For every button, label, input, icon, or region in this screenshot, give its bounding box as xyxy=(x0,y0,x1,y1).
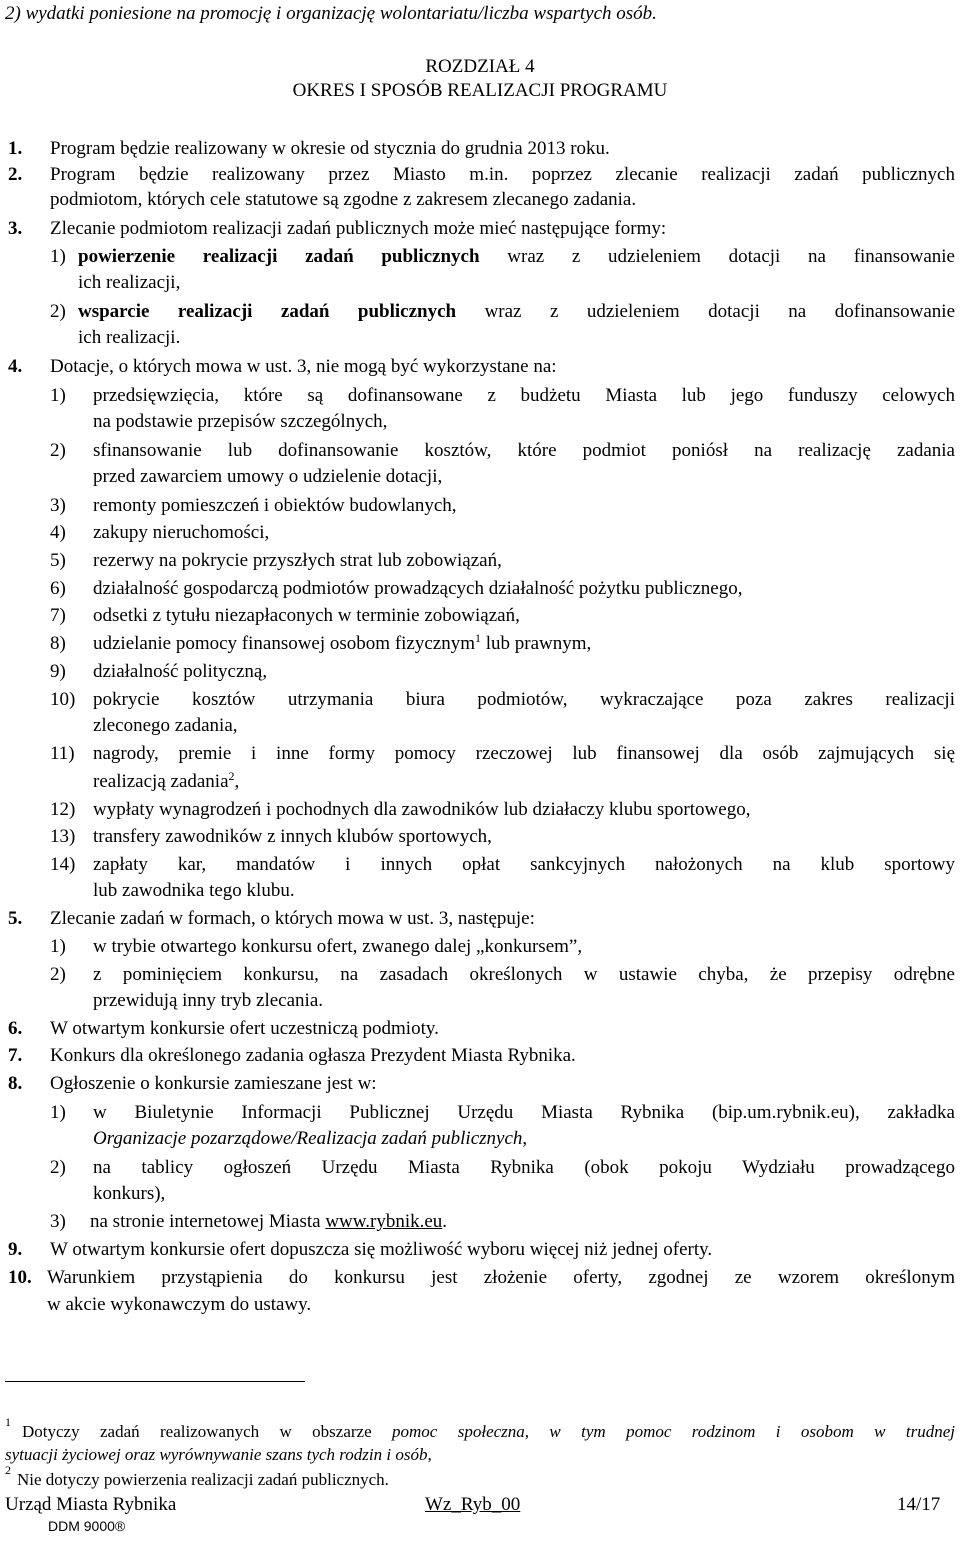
para-4-item-number: 1) xyxy=(50,385,66,406)
para-4-item-line: działalność polityczną, xyxy=(93,661,268,682)
para-10-number: 10. xyxy=(8,1267,32,1288)
footnote-2-number: 2 xyxy=(5,1463,11,1477)
para-4-item-number: 6) xyxy=(50,578,66,599)
para-3-item-2-line-2: ich realizacji. xyxy=(78,327,181,348)
para-3-item-2-line-1: wsparcie realizacji zadań publicznych wraz z udzieleniem dotacji na dofinansowanie xyxy=(78,301,956,322)
para-4-item-line: transfery zawodników z innych klubów sportowych, xyxy=(93,826,492,847)
para-3-item-1-line-1: powierzenie realizacji zadań publicznych wraz z udzieleniem dotacji na finansowanie xyxy=(78,246,955,267)
footer-form-code: Wz_Ryb_00 xyxy=(425,1494,521,1515)
para-2-line-1: Program będzie realizowany przez Miasto m.in. poprzez zlecanie realizacji zadań publicznych xyxy=(50,164,955,185)
para-4-item-line: zleconego zadania, xyxy=(93,715,238,736)
para-10-line-2: w akcie wykonawczym do ustawy. xyxy=(47,1294,312,1315)
para-9-text: W otwartym konkursie ofert dopuszcza się możliwość wyboru więcej niż jednej oferty. xyxy=(50,1239,713,1260)
para-4-item-line: przedsięwzięcia, które są dofinansowane z budżetu Miasta lub jego funduszy celowych xyxy=(93,385,955,406)
para-6-number: 6. xyxy=(8,1018,23,1039)
para-8-item-1-line-1: w Biuletynie Informacji Publicznej Urzędu Miasta Rybnika (bip.um.rybnik.eu), zakładka xyxy=(93,1102,955,1123)
para-4-item-number: 2) xyxy=(50,440,66,461)
para-5-item-1-line: w trybie otwartego konkursu ofert, zwanego dalej „konkursem”, xyxy=(93,936,583,957)
para-5-item-2-line-1: z pominięciem konkursu, na zasadach określonych w ustawie chyba, że przepisy odrębne xyxy=(93,964,955,985)
footnote-1-number: 1 xyxy=(5,1415,11,1429)
para-4-item-line: realizacją zadania$^2$, xyxy=(93,769,240,792)
para-4-item-line: przed zawarciem umowy o udzielenie dotacji, xyxy=(93,466,443,487)
para-7-text: Konkurs dla określonego zadania ogłasza Prezydent Miasta Rybnika. xyxy=(50,1045,576,1066)
para-4-item-line: udzielanie pomocy finansowej osobom fizycznym$^1$ lub prawnym, xyxy=(93,631,592,654)
para-3-number: 3. xyxy=(8,218,23,239)
para-4-item-number: 5) xyxy=(50,550,66,571)
footnote-2-text: Nie dotyczy powierzenia realizacji zadań publicznych. xyxy=(17,1470,389,1489)
para-4-item-line: odsetki z tytułu niezapłaconych w terminie zobowiązań, xyxy=(93,605,520,626)
para-4-item-number: 7) xyxy=(50,605,66,626)
chapter-title: ROZDZIAŁ 4 xyxy=(425,56,535,77)
para-8-item-3-line: na stronie internetowej Miasta www.rybnik.eu. xyxy=(90,1211,448,1232)
para-4-text: Dotacje, o których mowa w ust. 3, nie mogą być wykorzystane na: xyxy=(50,356,557,377)
para-8-item-3-number: 3) xyxy=(50,1211,66,1232)
para-8-item-2-line-2: konkurs), xyxy=(93,1183,166,1204)
chapter-subtitle: OKRES I SPOSÓB REALIZACJI PROGRAMU xyxy=(292,80,668,101)
para-4-item-number: 11) xyxy=(50,743,75,764)
footnote-ref-2: 2 xyxy=(228,769,235,783)
rybnik-link[interactable]: www.rybnik.eu xyxy=(325,1211,443,1232)
para-4-item-number: 8) xyxy=(50,633,66,654)
para-3-item-1-number: 1) xyxy=(50,246,66,267)
para-4-item-line: zakupy nieruchomości, xyxy=(93,522,270,543)
para-10-line-1: Warunkiem przystąpienia do konkursu jest złożenie oferty, zgodnej ze wzorem określonym xyxy=(47,1267,955,1288)
para-8-text: Ogłoszenie o konkursie zamieszane jest w: xyxy=(50,1073,377,1094)
footer-page-number: 14/17 xyxy=(897,1494,941,1515)
para-4-item-line: wypłaty wynagrodzeń i pochodnych dla zawodników lub działaczy klubu sportowego, xyxy=(93,799,751,820)
para-8-item-1-line-2: Organizacje pozarządowe/Realizacja zadań publicznych, xyxy=(93,1128,528,1149)
para-4-number: 4. xyxy=(8,356,23,377)
para-4-item-line: sfinansowanie lub dofinansowanie kosztów, które podmiot poniósł na realizację zadania xyxy=(93,440,955,461)
para-4-item-number: 3) xyxy=(50,495,66,516)
para-5-item-2-line-2: przewidują inny tryb zlecania. xyxy=(93,990,324,1011)
para-1-text: Program będzie realizowany w okresie od stycznia do grudnia 2013 roku. xyxy=(50,138,610,159)
para-2-line-2: podmiotom, których cele statutowe są zgodne z zakresem zlecanego zadania. xyxy=(50,189,637,210)
para-4-item-number: 14) xyxy=(50,854,76,875)
para-4-item-line: działalność gospodarczą podmiotów prowadzących działalność pożytku publicznego, xyxy=(93,578,743,599)
footnote-1-line-2: sytuacji życiowej oraz wyrównywanie szans tych rodzin i osób, xyxy=(5,1445,432,1464)
para-4-item-line: remonty pomieszczeń i obiektów budowlanych, xyxy=(93,495,457,516)
para-5-item-1-number: 1) xyxy=(50,936,66,957)
para-4-item-line: zapłaty kar, mandatów i innych opłat sankcyjnych nałożonych na klub sportowy xyxy=(93,854,955,875)
para-8-item-2-line-1: na tablicy ogłoszeń Urzędu Miasta Rybnika (obok pokoju Wydziału prowadzącego xyxy=(93,1157,955,1178)
para-4-item-line: rezerwy na pokrycie przyszłych strat lub zobowiązań, xyxy=(93,550,502,571)
para-7-number: 7. xyxy=(8,1045,23,1066)
para-4-item-line: na podstawie przepisów szczególnych, xyxy=(93,411,388,432)
para-4-item-line: pokrycie kosztów utrzymania biura podmiotów, wykraczające poza zakres realizacji xyxy=(93,689,955,710)
footnote-ref-1: 1 xyxy=(475,631,482,645)
para-5-number: 5. xyxy=(8,908,23,929)
footnote-separator xyxy=(5,1381,305,1382)
para-9-number: 9. xyxy=(8,1239,23,1260)
para-2-number: 2. xyxy=(8,164,23,185)
footer-ddm: DDM 9000® xyxy=(48,1518,126,1534)
para-4-item-line: lub zawodnika tego klubu. xyxy=(93,880,295,901)
para-8-number: 8. xyxy=(8,1073,23,1094)
para-4-item-number: 12) xyxy=(50,799,76,820)
footer-office: Urząd Miasta Rybnika xyxy=(5,1494,177,1515)
para-3-item-1-line-2: ich realizacji, xyxy=(78,272,181,293)
para-4-item-number: 4) xyxy=(50,522,66,543)
intro-line: 2) wydatki poniesione na promocję i organizację wolontariatu/liczba wspartych osób. xyxy=(5,3,657,24)
para-4-item-number: 9) xyxy=(50,661,66,682)
para-1-number: 1. xyxy=(8,138,23,159)
para-4-item-number: 10) xyxy=(50,689,76,710)
para-6-text: W otwartym konkursie ofert uczestniczą podmioty. xyxy=(50,1018,439,1039)
para-4-item-line: nagrody, premie i inne formy pomocy rzeczowej lub finansowej dla osób zajmujących się xyxy=(93,743,955,764)
para-3-item-2-number: 2) xyxy=(50,301,66,322)
para-8-item-2-number: 2) xyxy=(50,1157,66,1178)
para-4-item-number: 13) xyxy=(50,826,76,847)
para-3-text: Zlecanie podmiotom realizacji zadań publicznych może mieć następujące formy: xyxy=(50,218,667,239)
para-5-text: Zlecanie zadań w formach, o których mowa w ust. 3, następuje: xyxy=(50,908,535,929)
para-8-item-1-number: 1) xyxy=(50,1102,66,1123)
para-5-item-2-number: 2) xyxy=(50,964,66,985)
footnote-1-line-1: Dotyczy zadań realizowanych w obszarze pomoc społeczna, w tym pomoc rodzinom i osobom w trudnej xyxy=(22,1422,955,1441)
